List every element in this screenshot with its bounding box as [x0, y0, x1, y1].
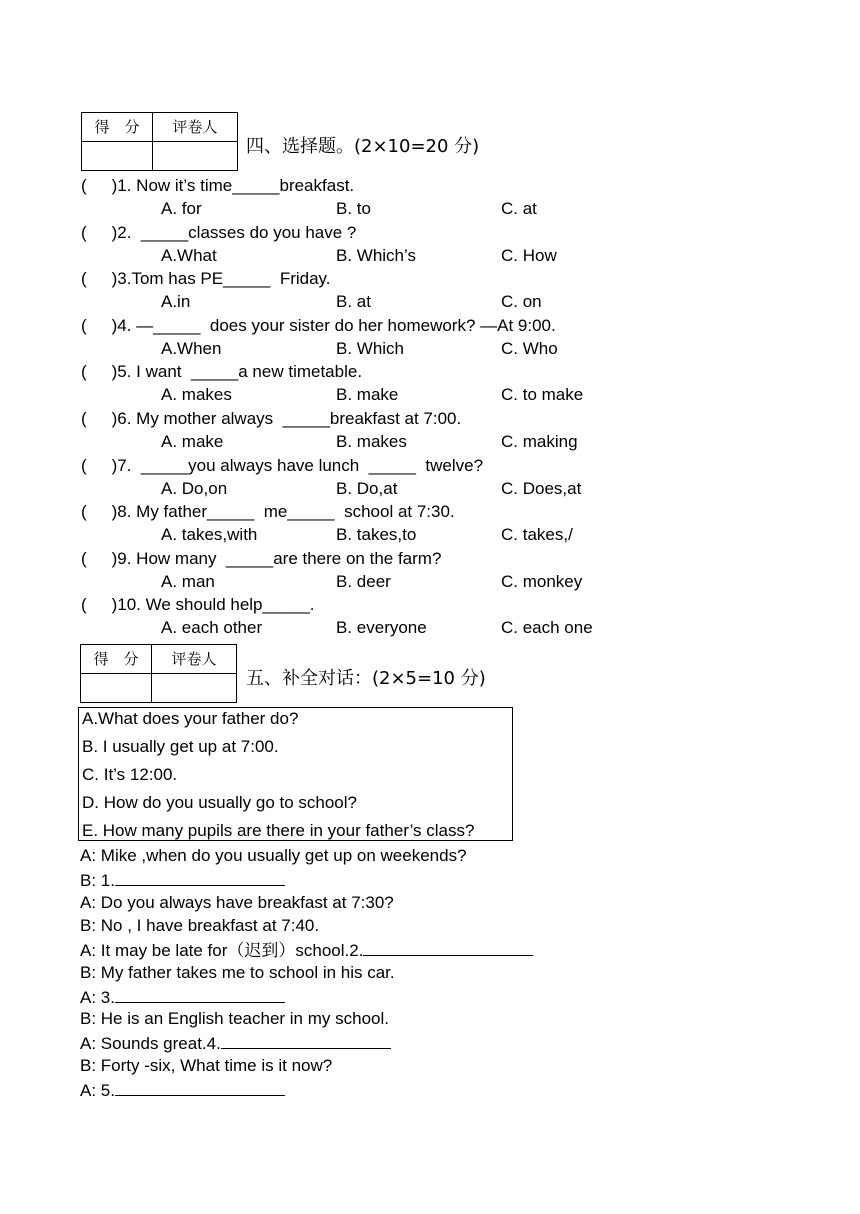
option-b: B. make: [336, 385, 399, 405]
answer-blank[interactable]: [115, 986, 285, 1003]
question-text: )8. My father_____ me_____ school at 7:30.: [88, 502, 455, 522]
dialogue-text: A: It may be late for（迟到）school.2.: [80, 941, 364, 961]
answer-paren[interactable]: (: [81, 176, 87, 195]
question-text: )4. —_____ does your sister do her homework? —At 9:00.: [88, 315, 556, 335]
option-a: A. Do,on: [161, 478, 228, 498]
option-c: C. monkey: [501, 571, 583, 591]
dialogue-line: [80, 963, 395, 983]
option-c: C. Does,at: [501, 478, 582, 498]
score-box-section5: [80, 644, 237, 703]
dialogue-line: [80, 893, 394, 913]
option-c: C. at: [501, 199, 537, 218]
answer-blank[interactable]: [221, 1032, 391, 1049]
choice-a: A.What does your father do?: [82, 709, 299, 728]
dialogue-line: [80, 916, 319, 936]
question-text: )9. How many _____are there on the farm?: [88, 548, 442, 568]
option-a: A.When: [161, 338, 222, 358]
answer-paren[interactable]: (: [81, 548, 87, 568]
score-label: 得 分: [81, 645, 152, 674]
grader-label: 评卷人: [152, 645, 237, 674]
dialogue-text: B: Forty -six, What time is it now?: [80, 1055, 333, 1075]
dialogue-line: [80, 1009, 389, 1029]
answer-blank[interactable]: [363, 939, 533, 956]
dialogue-text: B: My father takes me to school in his car.: [80, 962, 395, 982]
question-text: )2. _____classes do you have ?: [88, 222, 357, 242]
grader-cell[interactable]: [152, 674, 237, 703]
answer-blank[interactable]: [115, 1079, 285, 1096]
dialogue-line: [80, 1079, 285, 1101]
option-a: A.What: [161, 245, 217, 265]
question-text: )3.Tom has PE_____ Friday.: [88, 269, 331, 289]
option-a: A. man: [161, 571, 215, 591]
option-a: A.in: [161, 292, 191, 312]
answer-paren[interactable]: (: [81, 455, 87, 475]
answer-paren[interactable]: (: [81, 362, 87, 382]
dialogue-text: B: He is an English teacher in my school.: [80, 1009, 389, 1029]
dialogue-line: [80, 869, 285, 891]
option-c: C. on: [501, 292, 542, 312]
score-box-section4: [81, 112, 238, 171]
dialogue-line: [80, 986, 285, 1008]
choice-d: D. How do you usually go to school?: [82, 793, 357, 812]
option-a: A. each other: [161, 618, 263, 638]
dialogue-text: B: 1.: [80, 871, 115, 891]
dialogue-text: A: 3.: [80, 987, 115, 1007]
choice-c: C. It’s 12:00.: [82, 765, 178, 784]
question-text: )5. I want _____a new timetable.: [88, 362, 363, 382]
option-b: B. takes,to: [336, 525, 417, 545]
answer-paren[interactable]: (: [81, 595, 87, 615]
answer-paren[interactable]: (: [81, 409, 87, 428]
answer-paren[interactable]: (: [81, 315, 87, 335]
dialogue-line: [80, 939, 533, 961]
dialogue-line: [80, 846, 467, 866]
section4-title: 四、选择题。(2×10=20 分): [246, 136, 480, 157]
answer-paren[interactable]: (: [81, 502, 87, 522]
choice-b: B. I usually get up at 7:00.: [82, 737, 279, 756]
option-c: C. takes,/: [501, 525, 573, 545]
question-text: )1. Now it’s time_____breakfast.: [88, 176, 355, 195]
option-b: B. at: [336, 292, 371, 312]
answer-paren[interactable]: (: [81, 269, 87, 289]
option-a: A. takes,with: [161, 525, 258, 545]
answer-blank[interactable]: [115, 869, 285, 886]
option-b: B. deer: [336, 571, 391, 591]
option-c: C. Who: [501, 338, 558, 358]
dialogue-line: [80, 1056, 332, 1076]
question-text: )6. My mother always _____breakfast at 7:00.: [88, 409, 462, 428]
question-text: )7. _____you always have lunch _____ twelve?: [88, 455, 484, 475]
score-cell[interactable]: [82, 142, 153, 171]
choice-e: E. How many pupils are there in your father’s class?: [82, 821, 475, 840]
option-b: B. everyone: [336, 618, 427, 638]
option-a: A. for: [161, 199, 202, 218]
option-b: B. Which: [336, 338, 405, 358]
score-cell[interactable]: [81, 674, 152, 703]
answer-choices-box: [78, 707, 513, 841]
grader-label: 评卷人: [153, 113, 238, 142]
option-b: B. makes: [336, 432, 407, 451]
option-c: C. How: [501, 245, 557, 265]
dialogue-text: A: Mike ,when do you usually get up on weekends?: [80, 846, 467, 865]
option-c: C. to make: [501, 385, 584, 405]
option-a: A. makes: [161, 385, 232, 405]
dialogue-text: A: Do you always have breakfast at 7:30?: [80, 892, 394, 912]
score-label: 得 分: [82, 113, 153, 142]
dialogue-line: [80, 1032, 391, 1054]
question-text: )10. We should help_____.: [88, 595, 315, 615]
option-c: C. making: [501, 432, 578, 451]
option-c: C. each one: [501, 618, 593, 638]
option-b: B. Do,at: [336, 478, 398, 498]
option-b: B. to: [336, 199, 371, 218]
dialogue-text: A: 5.: [80, 1081, 115, 1100]
answer-paren[interactable]: (: [81, 222, 87, 242]
option-b: B. Which’s: [336, 245, 416, 265]
dialogue-text: B: No , I have breakfast at 7:40.: [80, 915, 320, 935]
option-a: A. make: [161, 432, 224, 451]
section5-title: 五、补全对话：(2×5=10 分): [246, 668, 486, 689]
dialogue-text: A: Sounds great.4.: [80, 1034, 221, 1054]
grader-cell[interactable]: [153, 142, 238, 171]
